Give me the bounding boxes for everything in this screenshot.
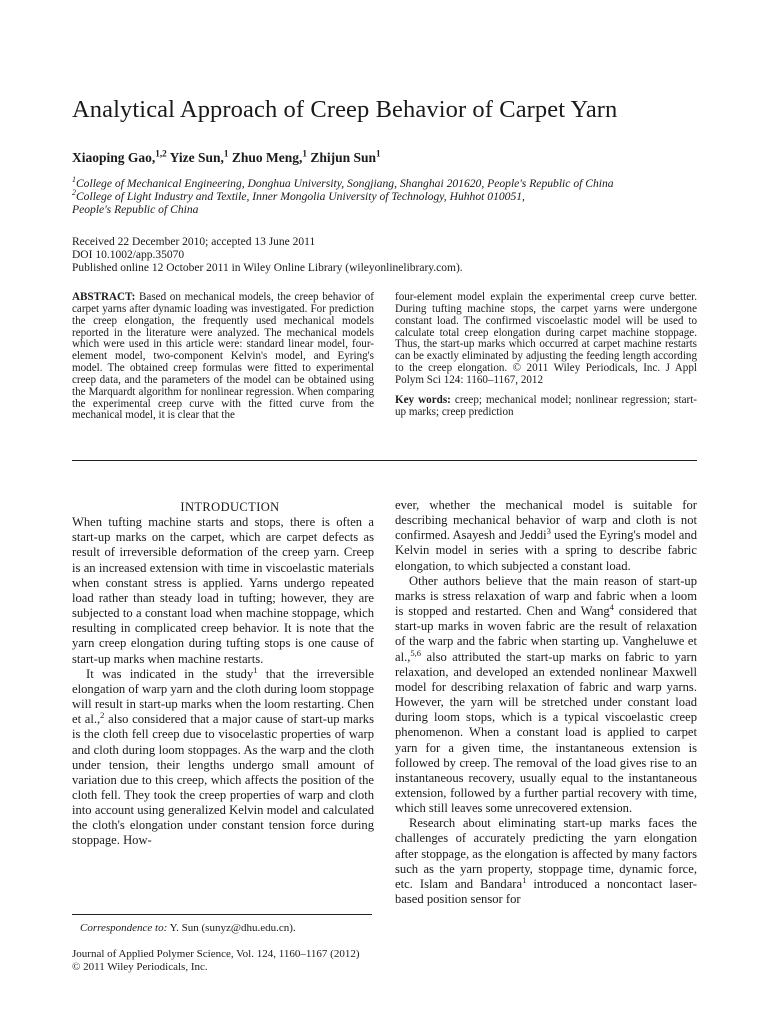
abstract-left-column	[72, 292, 374, 422]
paragraph-text: Research about eliminating start-up marks faces the challenges of accurately predicting the yarn elongation after stoppage, as the elongation is affected by many factors such as the yarn property, stoppage time, dynamic force, etc. Islam and Bandara	[395, 816, 697, 891]
copyright-line: © 2011 Wiley Periodicals, Inc.	[72, 961, 208, 973]
paper-title: Analytical Approach of Creep Behavior of Carpet Yarn	[72, 96, 618, 123]
citation-ref[interactable]: 4	[609, 601, 614, 612]
paragraph-text: Other authors believe that the main reason of start-up marks is stress relaxation of warp and fabric when a loom is stopped and restarted. Chen and Wang	[395, 573, 697, 619]
affiliation-2	[72, 187, 712, 204]
body-paragraph	[395, 574, 697, 817]
citation-ref[interactable]: 3	[546, 526, 551, 537]
body-left-column	[72, 500, 374, 849]
publication-info	[72, 236, 463, 274]
affiliation-marker: 1	[72, 175, 76, 185]
abstract-divider	[72, 460, 697, 461]
paragraph-text: also attributed the start-up marks on fabric to yarn relaxation, and developed an extended nonlinear Maxwell model for describing relaxation of fabric and warp yarns. However, the yarn will be stretched under constant load during loom stops, which is a typical viscoelastic creep phenomenon. When a constant load is applied to carpet yarn for a given time, the instantaneous extension is followed by creep. The removal of the load gives rise to an instantaneous recovery, usually equal to the instantaneous extension, followed by a further partial recovery with time, which still leaves some unrecovered extension.	[395, 649, 697, 816]
affiliations	[72, 175, 712, 216]
paragraph-text: considered that start-up marks in woven fabric are the result of relaxation of the warp and the fabric when starting up. Vangheluwe et al.,	[395, 604, 697, 664]
affiliation-text: College of Light Industry and Textile, Inner Mongolia University of Technology, Huhhot 010051,	[75, 189, 525, 203]
section-heading: INTRODUCTION	[180, 500, 280, 514]
author-affiliation-marker: 1	[376, 148, 381, 159]
author-name: Xiaoping Gao,	[72, 150, 156, 165]
author-name: Yize Sun,	[169, 150, 224, 165]
journal-citation	[72, 948, 360, 974]
author-affiliation-marker: 1	[302, 148, 307, 159]
body-paragraph	[72, 664, 375, 849]
affiliation-text: College of Mechanical Engineering, Donghua University, Songjiang, Shanghai 201620, People's Republic of China	[75, 177, 614, 190]
keywords-label: Key words:	[395, 393, 451, 406]
author-name: Zhijun Sun	[310, 150, 377, 165]
body-paragraph	[395, 816, 697, 907]
abstract-text: Based on mechanical models, the creep behavior of carpet yarns after dynamic loading was investigated. For prediction the creep elongation, the frequently used mechanical models reported in the literature were analyzed. The mechanical models which were used in this article were: standard linear model, four-element model, two-component Kelvin's model, and Eyring's model. The obtained creep formulas were fitted to experimental creep data, and the parameters of the model can be obtained using the Marquardt algorithm for nonlinear regression. When comparing the experimental creep curve with the fitted curve from the mechanical model, it is clear that the	[72, 291, 374, 422]
citation-ref[interactable]: 1	[253, 664, 258, 675]
author-name: Zhuo Meng,	[231, 150, 303, 165]
citation-ref[interactable]: 1	[522, 874, 527, 885]
body-paragraph	[395, 498, 697, 574]
paragraph-text: also considered that a major cause of start-up marks is the cloth fell creep due to visocelastic properties of warp and cloth during loom stoppages. As the warp and the cloth under tension, their lengths undergo small amount of variation due to this creep, which affects the position of the cloth fell. They took the creep properties of warp and cloth into account using generalized Kelvin model and calculated the cloth's elongation under constant tension force during stoppage. How-	[72, 712, 375, 848]
body-right-column	[395, 498, 697, 907]
author-affiliation-marker: 1,2	[155, 148, 167, 159]
paragraph-text: that the irreversible elongation of warp yarn and the cloth during loom stoppage will result in start-up marks when the loom restarting. Chen et al.,	[72, 666, 374, 727]
paragraph-text: introduced a noncontact laser-based position sensor for	[395, 876, 697, 907]
doi[interactable]: DOI 10.1002/app.35070	[72, 248, 185, 261]
keywords-text: creep; mechanical model; nonlinear regression; start-up marks; creep prediction	[395, 393, 697, 418]
affiliation-marker: 2	[72, 187, 76, 197]
keywords	[395, 395, 697, 419]
citation-ref[interactable]: 2	[100, 710, 105, 720]
body-paragraph: When tufting machine starts and stops, there is often a start-up marks on the carpet, which are carpet defects as result of irreversible deformation of the creep yarn. Creep is an increased extension with time in viscoelastic materials when constant stress is applied. Yarns undergo repeated load rather than steady load in tufting; however, they are subjected to a constant load when machine stoppage, which resulting in complicated creep behavior. It is note that the yarn creep elongation during tufting stops is one cause of start-up marks when machine restarts.	[72, 515, 374, 666]
citation-ref[interactable]: 5,6	[410, 647, 422, 658]
abstract-right-column	[395, 292, 697, 418]
received-date: Received 22 December 2010; accepted 13 June 2011	[72, 236, 316, 248]
journal-line: Journal of Applied Polymer Science, Vol. 124, 1160–1167 (2012)	[72, 948, 360, 960]
abstract-label: ABSTRACT:	[72, 291, 136, 303]
correspondence-text: Y. Sun (sunyz@dhu.edu.cn).	[167, 922, 296, 934]
published-online: Published online 12 October 2011 in Wiley Online Library (wileyonlinelibrary.com).	[72, 261, 463, 274]
correspondence-note	[80, 922, 296, 934]
abstract-text-continued: four-element model explain the experimental creep curve better. During tufting machine stops, the carpet yarns were undergone constant load. The confirmed viscoelastic model will be used to calculate total creep elongation during carpet machine stoppage. Thus, the start-up marks which occurred at carpet machine restarts can be exactly eliminated by adjusting the feeding length according to the creep elongation. © 2011 Wiley Periodicals, Inc. J Appl Polym Sci 124: 1160–1167, 2012	[395, 291, 697, 386]
paragraph-text: used the Eyring's model and Kelvin model in series with a spring to describe fabric elongation, to which subjected a constant load.	[395, 528, 697, 573]
correspondence-label: Correspondence to:	[80, 922, 168, 934]
author-list	[72, 150, 381, 166]
author-affiliation-marker: 1	[223, 148, 229, 159]
paragraph-text: ever, whether the mechanical model is suitable for describing mechanical behavior of warp and cloth is not confirmed. Asayesh and Jeddi	[395, 498, 697, 543]
footnote-divider	[72, 914, 372, 915]
paragraph-text: It was indicated in the study	[86, 666, 254, 681]
affiliation-2-continued: People's Republic of China	[72, 202, 199, 216]
